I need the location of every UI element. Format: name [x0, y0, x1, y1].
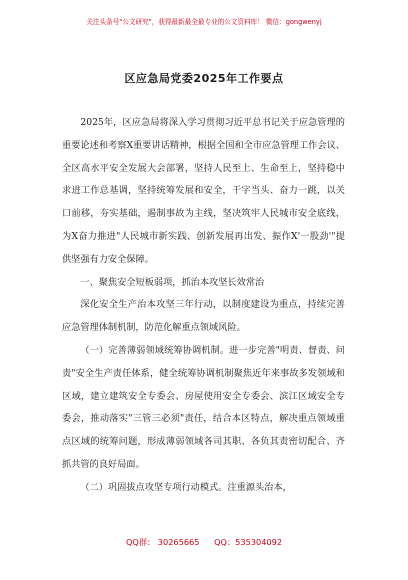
paragraph-subsection-2: （二）巩固拔点攻坚专项行动模式。注重源头治本，: [80, 481, 292, 493]
document-body: [62, 112, 345, 500]
footer-banner: [0, 537, 408, 548]
footer-qq: QQ：535304092: [214, 537, 283, 547]
header-banner: 关注头条号"公文研究"，获得最新最全最专业的公文资料库！ 微信：gongwenyj: [86, 18, 322, 26]
footer-qq-group: QQ群： 30265665: [125, 537, 200, 547]
document-title: 区应急局党委2025年工作要点: [124, 72, 284, 85]
section-heading-1: 一、聚焦安全短板弱项，抓治本攻坚长效常治: [80, 276, 265, 288]
paragraph-subsection-1: （一）完善薄弱领域统筹协调机制。进一步完善"明责、督责、问责"安全生产责任体系，健全统筹协调机制聚焦近年来事故多发领域和区域，建立建筑安全专委会、房屋使用安全专委会、滨江区域安全专委会，推动落实"三管三必须"责任，结合本区特点，解决重点领域重点区域的统筹问题，形成薄弱领域各司其职、各负其责密切配合、齐抓共管的良好局面。: [62, 344, 345, 470]
paragraph-intro: 2025年，区应急局将深入学习贯彻习近平总书记关于应急管理的重要论述和考察X重要讲话精神，根据全国和全市应急管理工作会议、全区高水平安全发展大会部署，坚持人民至上、生命至上，坚持稳中求进工作总基调，坚持统筹发展和安全，干字当头、奋力一跳，以关口前移，夯实基础，遏制事故为主线，坚决筑牢人民城市安全底线，为X奋力推进"人民城市新实践、创新发展再出发、振作X'一股劲'"提供坚强有力安全保障。: [62, 117, 345, 265]
paragraph-section-1: 深化安全生产治本攻坚三年行动，以制度建设为重点，持续完善应急管理体制机制，防范化解重点领域风险。: [62, 299, 345, 334]
